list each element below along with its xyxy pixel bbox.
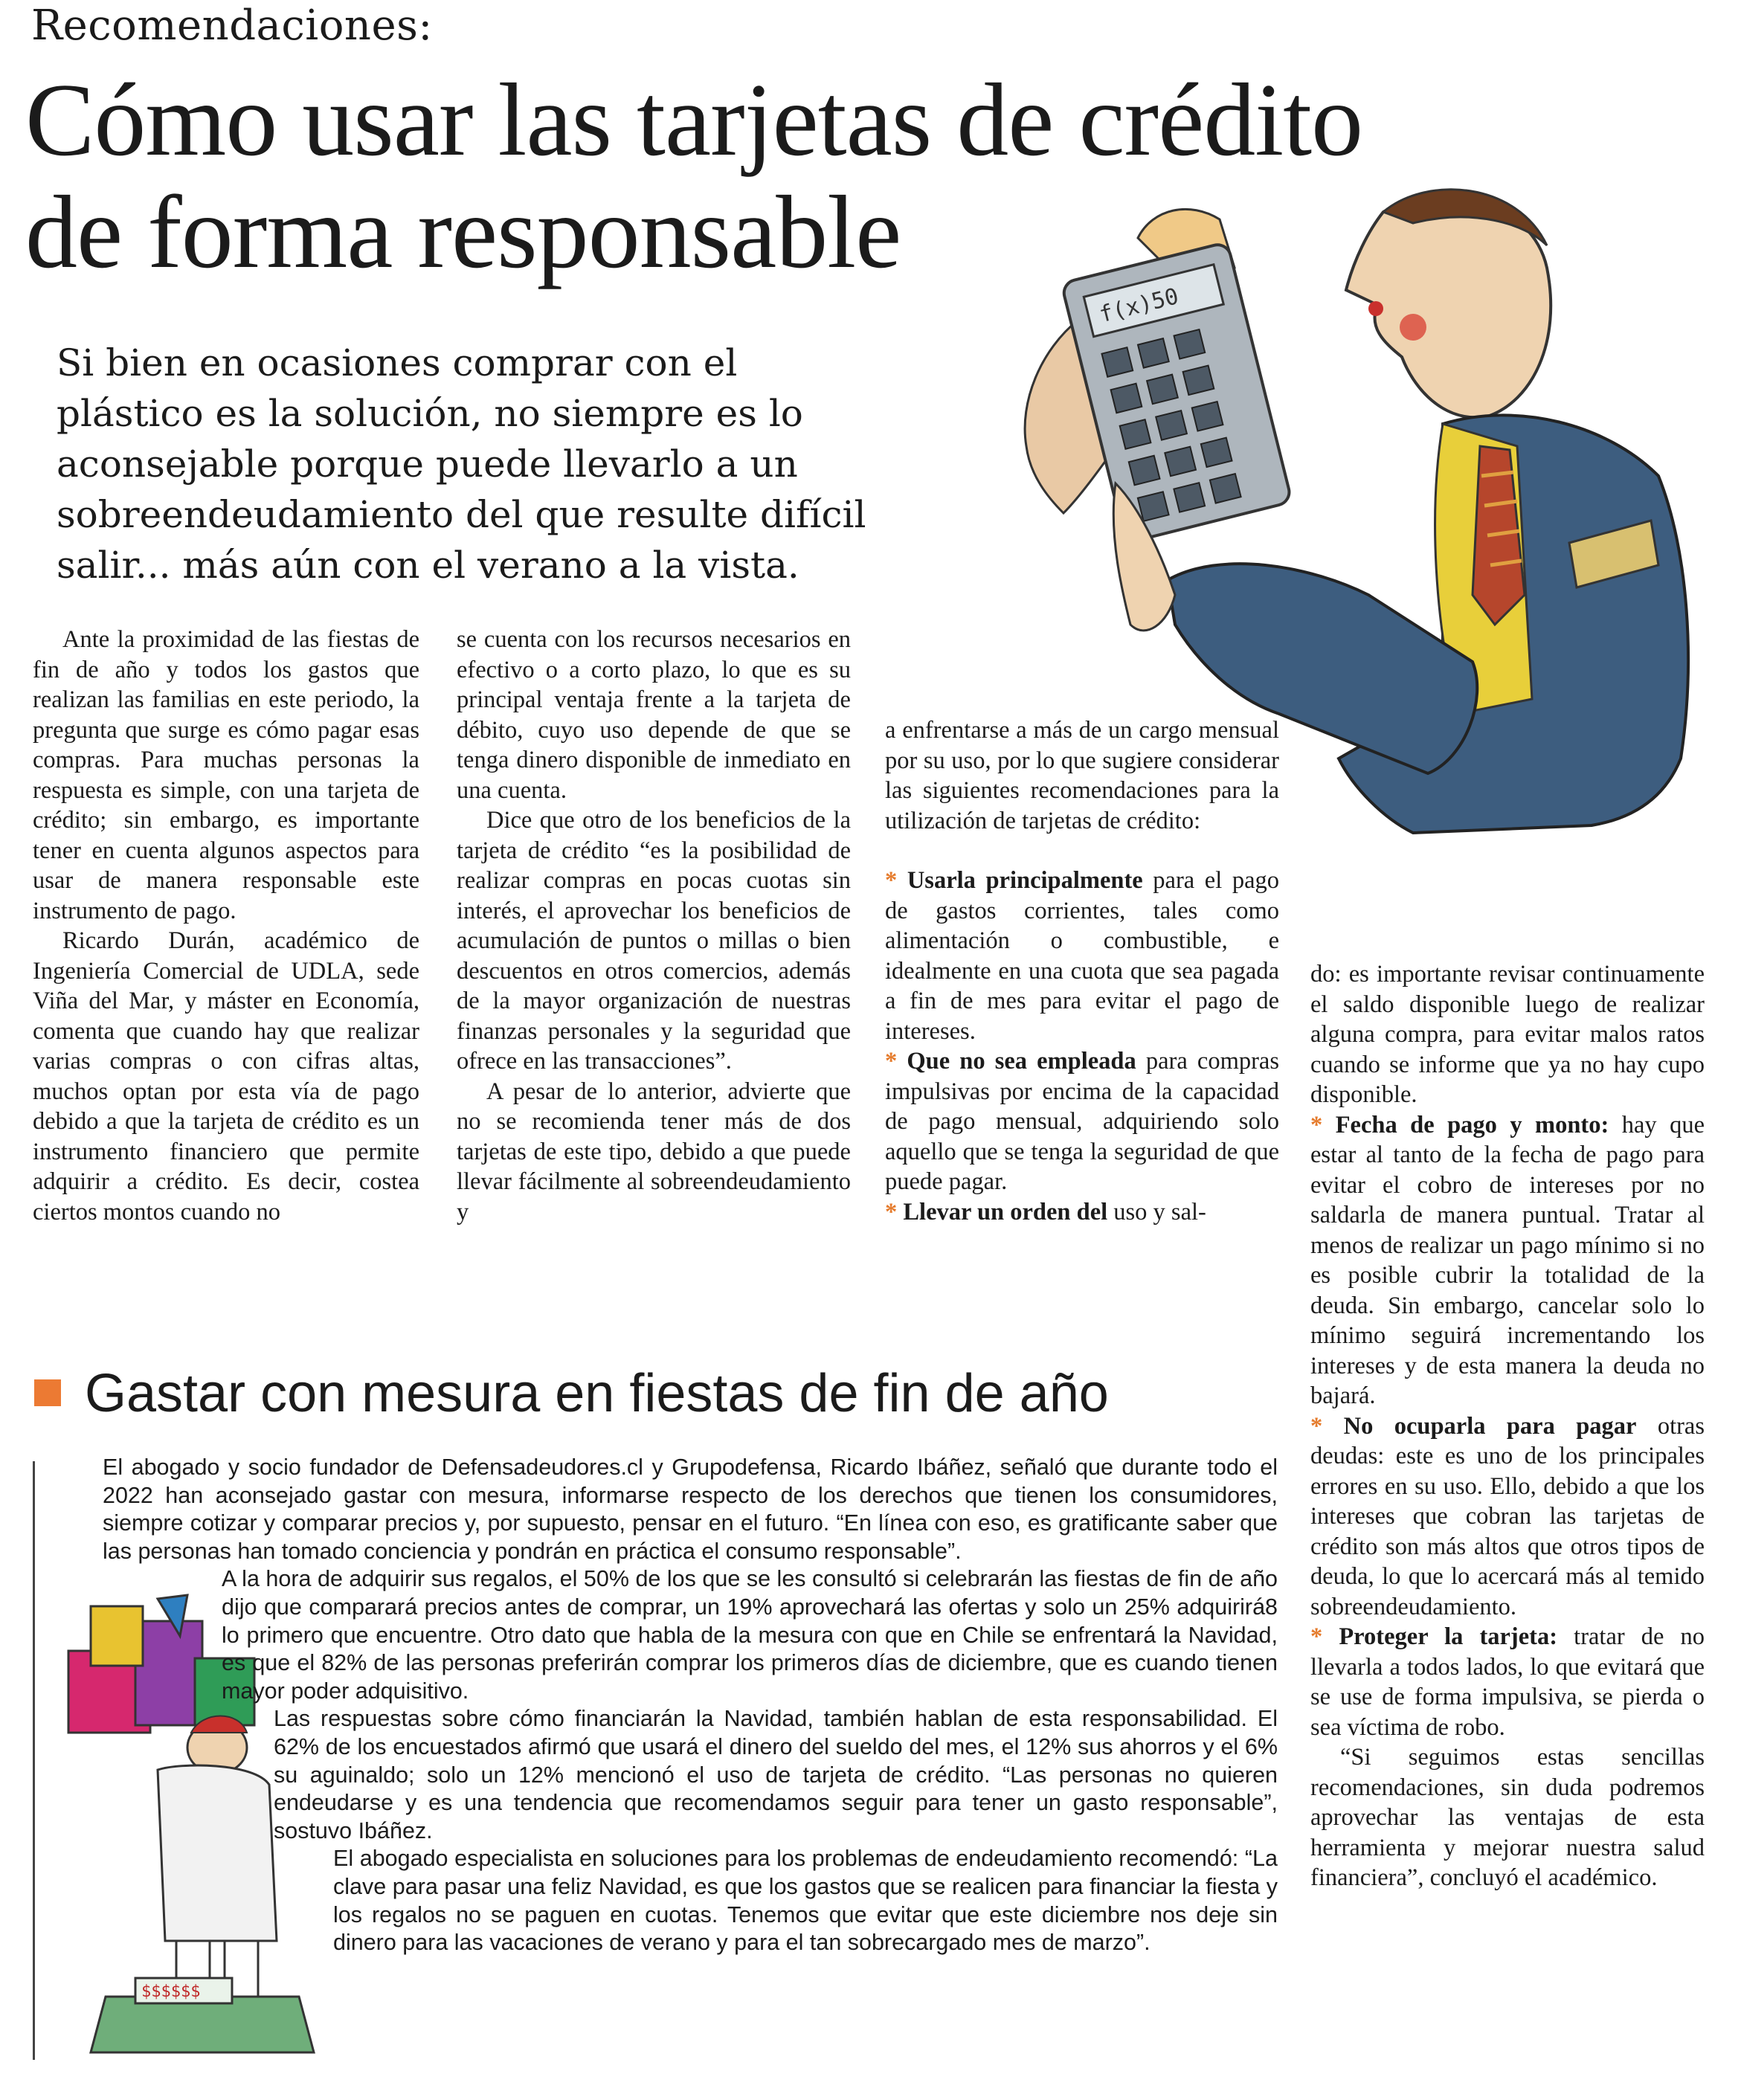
- column-1: [33, 625, 419, 1227]
- sidebar-title: Gastar con mesura en fiestas de fin de año: [34, 1363, 1109, 1424]
- scale-display: $$$$$$: [141, 1983, 201, 2001]
- recommendation-1: * Usarla principalmente para el pago de gastos corrientes, tales como alimentación o combustible, e idealmente en una cuota que sea pagada a fin de mes para evitar el pago de intereses.: [885, 867, 1279, 1045]
- cheek-shape: [1400, 314, 1426, 341]
- calculator-display: f(x)50: [1096, 283, 1182, 329]
- headline-line-1: Cómo usar las tarjetas de crédito: [25, 62, 1363, 178]
- column-1-paragraph: Ricardo Durán, académico de Ingeniería Comercial de UDLA, sede Viña del Mar, y máster en Economía, comenta que cuando hay que realizar varias compras o con cifras altas, muchos optan por esta vía de pago debido a que la tarjeta de crédito es un instrumento financiero que permite adquirir a crédito. Es decir, costea ciertos montos cuando no: [33, 927, 419, 1225]
- recommendation-6: * Proteger la tarjeta: tratar de no llevarla a todos lados, lo que evitará que se use de forma impulsiva, se pierda o sea víctima de robo.: [1310, 1623, 1705, 1741]
- deck-line: salir... más aún con el verano a la vista.: [57, 544, 799, 587]
- sidebar-paragraph: Las respuestas sobre cómo financiarán la Navidad, también hablan de esta responsabilidad. El 62% de los encuestados afirmó que usará el dinero del sueldo del mes, el 12% sus ahorros y el 6% su aguinaldo; solo un 12% mencionó el uso de tarjeta de crédito. “Las personas no quieren endeudarse y es una tendencia que recomendamos seguir para tener un gasto responsable”, sostuvo Ibáñez.: [274, 1706, 1278, 1843]
- sidebar-paragraph: El abogado especialista en soluciones para los problemas de endeudamiento recomendó: “La clave para pasar una feliz Navidad, es que los gastos que se realicen para financiar la fiesta y los regalos no se paguen en cuotas. Tenemos que evitar que este diciembre nos deje sin dinero para las vacaciones de verano y para el tan sobrecargado mes de marzo”.: [333, 1846, 1278, 1956]
- column-2-paragraph: Dice que otro de los beneficios de la tarjeta de crédito “es la posibilidad de realizar compras en pocas cuotas sin interés, el aprovechar los beneficios de acumulación de puntos o millas o bien descuentos en otros comercios, además de la mayor organización de nuestras finanzas personales y la seguridad que ofrece en las transacciones”.: [457, 807, 851, 1075]
- recommendation-3: * Llevar un orden del uso y sal-: [885, 1198, 1206, 1225]
- deck-line: plástico es la solución, no siempre es lo: [57, 392, 803, 435]
- sidebar-paragraph: A la hora de adquirir sus regalos, el 50% de los que se les consultó si celebrarán las fiestas de fin de año dijo que comparará precios antes de comprar, un 19% aprovechará las ofertas y solo un 25% adquirirá8 lo primero que encuentre. Otro dato que habla de la mesura con que en Chile se enfrentará la Navidad, es que el 82% de las personas preferirán comprar los primeros días de diciembre, que es cuando tienen mayor poder adquisitivo.: [222, 1566, 1278, 1704]
- recommendation-5: * No ocuparla para pagar otras deudas: este es uno de los principales errores en su uso. Ello, debido a que los intereses que cobran las tarjetas de crédito son más altos que otros tipos de deuda, lo que lo acercará más al temido sobreendeudamiento.: [1310, 1412, 1705, 1620]
- recommendation-2: * Que no sea empleada para compras impulsivas por encima de la capacidad de pago mensual, adquiriendo solo aquello que se tenga la seguridad de que puede pagar.: [885, 1048, 1280, 1195]
- deck-line: sobreendeudamiento del que resulte difícil: [57, 493, 866, 536]
- kicker: Recomendaciones:: [31, 1, 433, 50]
- column-1-paragraph: Ante la proximidad de las fiestas de fin de año y todos los gastos que realizan las familias en este periodo, la pregunta que surge es cómo pagar esas compras. Para muchas personas la respuesta es simple, con una tarjeta de crédito; sin embargo, es importante tener en cuenta algunos aspectos para usar de manera responsable este instrumento de pago.: [33, 626, 419, 924]
- recommendation-4: * Fecha de pago y monto: hay que estar al tanto de la fecha de pago para evitar el cobro de intereses por no saldarla de manera puntual. Tratar al menos de realizar un pago mínimo si no es posible cubrir la totalidad de la deuda. Sin embargo, cancelar solo lo mínimo seguirá incrementando los intereses y de esta manera la deuda no bajará.: [1310, 1111, 1705, 1409]
- recommendation-3-continued: do: es importante revisar continuamente el saldo disponible luego de realizar alguna compra, para evitar malos ratos cuando se informe que ya no hay cupo disponible.: [1310, 961, 1705, 1108]
- deck: [57, 338, 912, 590]
- column-2: [457, 625, 851, 1227]
- deck-line: Si bien en ocasiones comprar con el: [57, 341, 738, 384]
- column-3: [885, 715, 1279, 1227]
- column-4: [1310, 959, 1705, 1893]
- column-2-paragraph: se cuenta con los recursos necesarios en efectivo o a corto plazo, lo que es su principal ventaja frente a la tarjeta de débito, cuyo uso depende de que se tenga dinero disponible de inmediato en una cuenta.: [457, 626, 851, 804]
- column-3-intro: a enfrentarse a más de un cargo mensual por su uso, por lo que sugiere considerar las siguientes recomendaciones para la utilización de tarjetas de crédito:: [885, 717, 1279, 834]
- orange-square-icon: [34, 1379, 61, 1406]
- sidebar-body: [103, 1454, 1278, 1957]
- deck-line: aconsejable porque puede llevarlo a un: [57, 442, 798, 486]
- headline-line-2: de forma responsable: [25, 175, 901, 290]
- closing-quote: “Si seguimos estas sencillas recomendaciones, sin duda podremos aprovechar las ventajas de esta herramienta y mejorar nuestra salud financiera”, concluyó el académico.: [1310, 1744, 1705, 1891]
- sidebar-paragraph: El abogado y socio fundador de Defensadeudores.cl y Grupodefensa, Ricardo Ibáñez, señaló que durante todo el 2022 han aconsejado gastar con mesura, informarse respecto de los derechos que tienen los consumidores, siempre cotizar y comparar precios y, por supuesto, pensar en el futuro. “En línea con eso, es gratificante saber que las personas han tomado conciencia y pondrán en práctica el consumo responsable”.: [103, 1455, 1278, 1564]
- scale-shape: [91, 1997, 314, 2052]
- column-2-paragraph: A pesar de lo anterior, advierte que no se recomienda tener más de dos tarjetas de este tipo, debido a que puede llevar fácilmente al sobreendeudamiento y: [457, 1078, 851, 1225]
